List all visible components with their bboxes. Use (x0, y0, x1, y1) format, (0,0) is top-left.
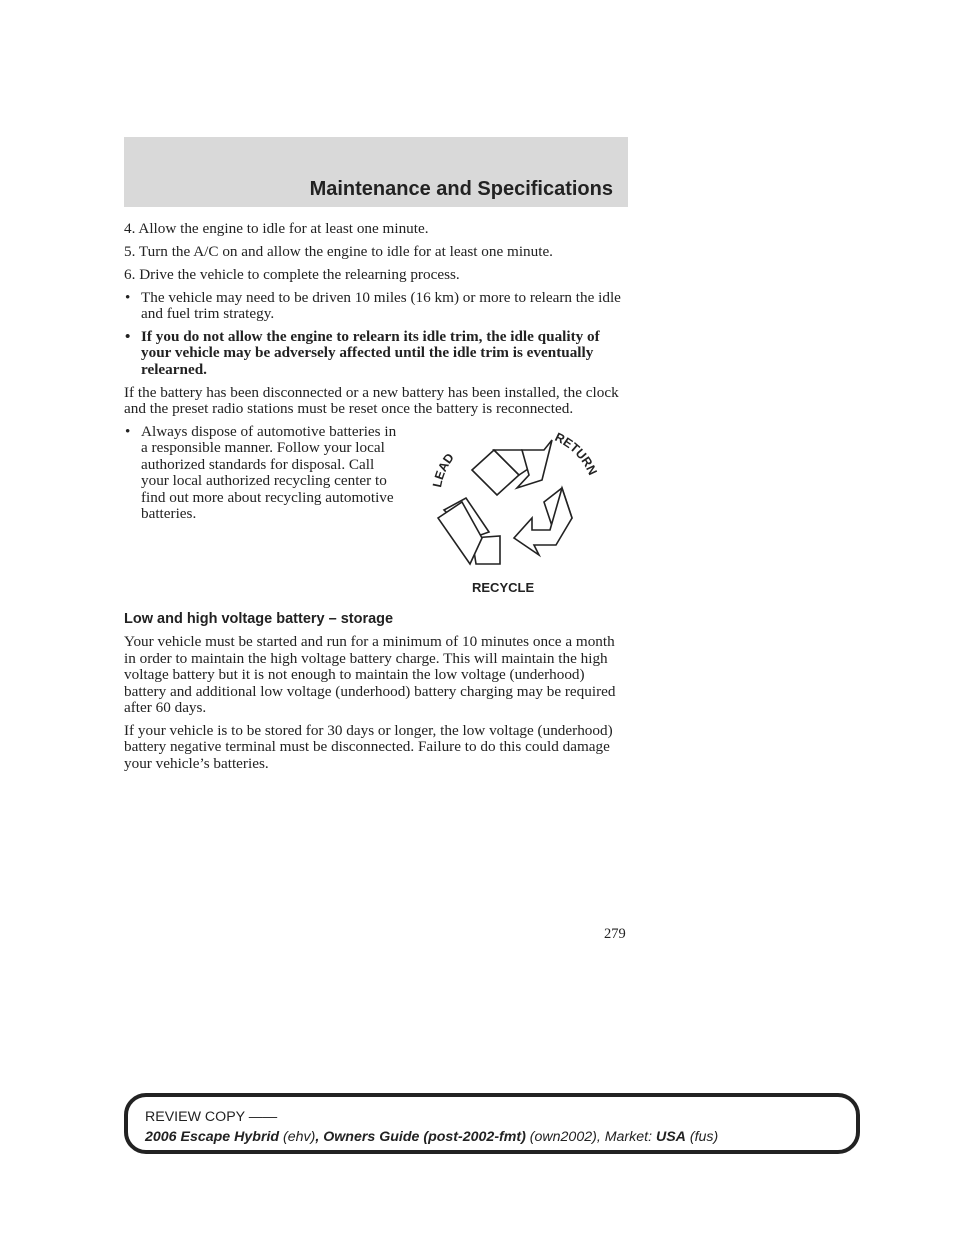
footer-guide: Owners Guide (post-2002-fmt) (323, 1129, 526, 1145)
battery-reset-paragraph: If the battery has been disconnected or a new battery has been installed, the clock and the preset radio stations must be reset once the battery is reconnected. (124, 383, 619, 418)
bullet-item (124, 424, 401, 522)
footer-market-code: (fus) (685, 1129, 719, 1145)
review-copy-footer (124, 1093, 860, 1154)
footer-model-code: (ehv) (279, 1129, 316, 1145)
step-5: 5. Turn the A/C on and allow the engine to idle for at least one minute. (124, 242, 553, 260)
logo-label-lead: LEAD (430, 450, 457, 489)
footer-document-info (145, 1129, 718, 1145)
svg-text:RETURN (553, 430, 600, 477)
footer-guide-code: (own2002) (525, 1129, 597, 1145)
recycle-icon (414, 420, 614, 595)
bullet-dot: • (125, 423, 131, 441)
bullet-text-idle-warning: If you do not allow the engine to relearn its idle trim, the idle quality of your vehicle may be adversely affected until the idle trim is eventually relearned. (141, 328, 600, 378)
footer-review-copy: REVIEW COPY —— (145, 1109, 278, 1125)
page-title: Maintenance and Specifications (309, 178, 613, 200)
footer-model: 2006 Escape Hybrid (145, 1129, 280, 1145)
step-4: 4. Allow the engine to idle for at least one minute. (124, 220, 429, 237)
bullet-dot: • (125, 288, 131, 306)
footer-separator: , (315, 1129, 324, 1145)
bullet-text-relearn-distance: The vehicle may need to be driven 10 miles (16 km) or more to relearn the idle and fuel trim strategy. (141, 288, 621, 323)
recycle-section (124, 424, 630, 599)
logo-label-recycle: RECYCLE (472, 580, 535, 596)
storage-paragraph-2: If your vehicle is to be stored for 30 days or longer, the low voltage (underhood) battery negative terminal must be disconnected. Failure to do this could damage your vehicle’s batteries. (124, 722, 613, 772)
bullet-item (124, 290, 630, 323)
footer-market: USA (655, 1129, 686, 1145)
bullet-text-dispose: Always dispose of automotive batteries in a responsible manner. Follow your local authorized standards for disposal. Call your local authorized recycling center to find out more about recycling automotive batteries. (141, 423, 397, 523)
page-number: 279 (604, 926, 626, 942)
bullet-item (124, 329, 630, 378)
main-content (124, 221, 630, 779)
step-6: 6. Drive the vehicle to complete the relearning process. (124, 265, 460, 283)
footer-market-label: , Market: (596, 1129, 656, 1145)
section-header-bar (124, 137, 628, 207)
svg-text:LEAD (430, 451, 457, 489)
logo-label-return: RETURN (552, 430, 600, 478)
bullet-dot: • (125, 328, 131, 346)
storage-paragraph-1: Your vehicle must be started and run for a minimum of 10 minutes once a month in order to maintain the high voltage battery charge. This will maintain the high voltage battery but it is not enough to maintain the low voltage (underhood) battery and additional low voltage (underhood) battery charging may be required after 60 days. (124, 633, 616, 717)
section-heading: Low and high voltage battery – storage (124, 611, 394, 628)
